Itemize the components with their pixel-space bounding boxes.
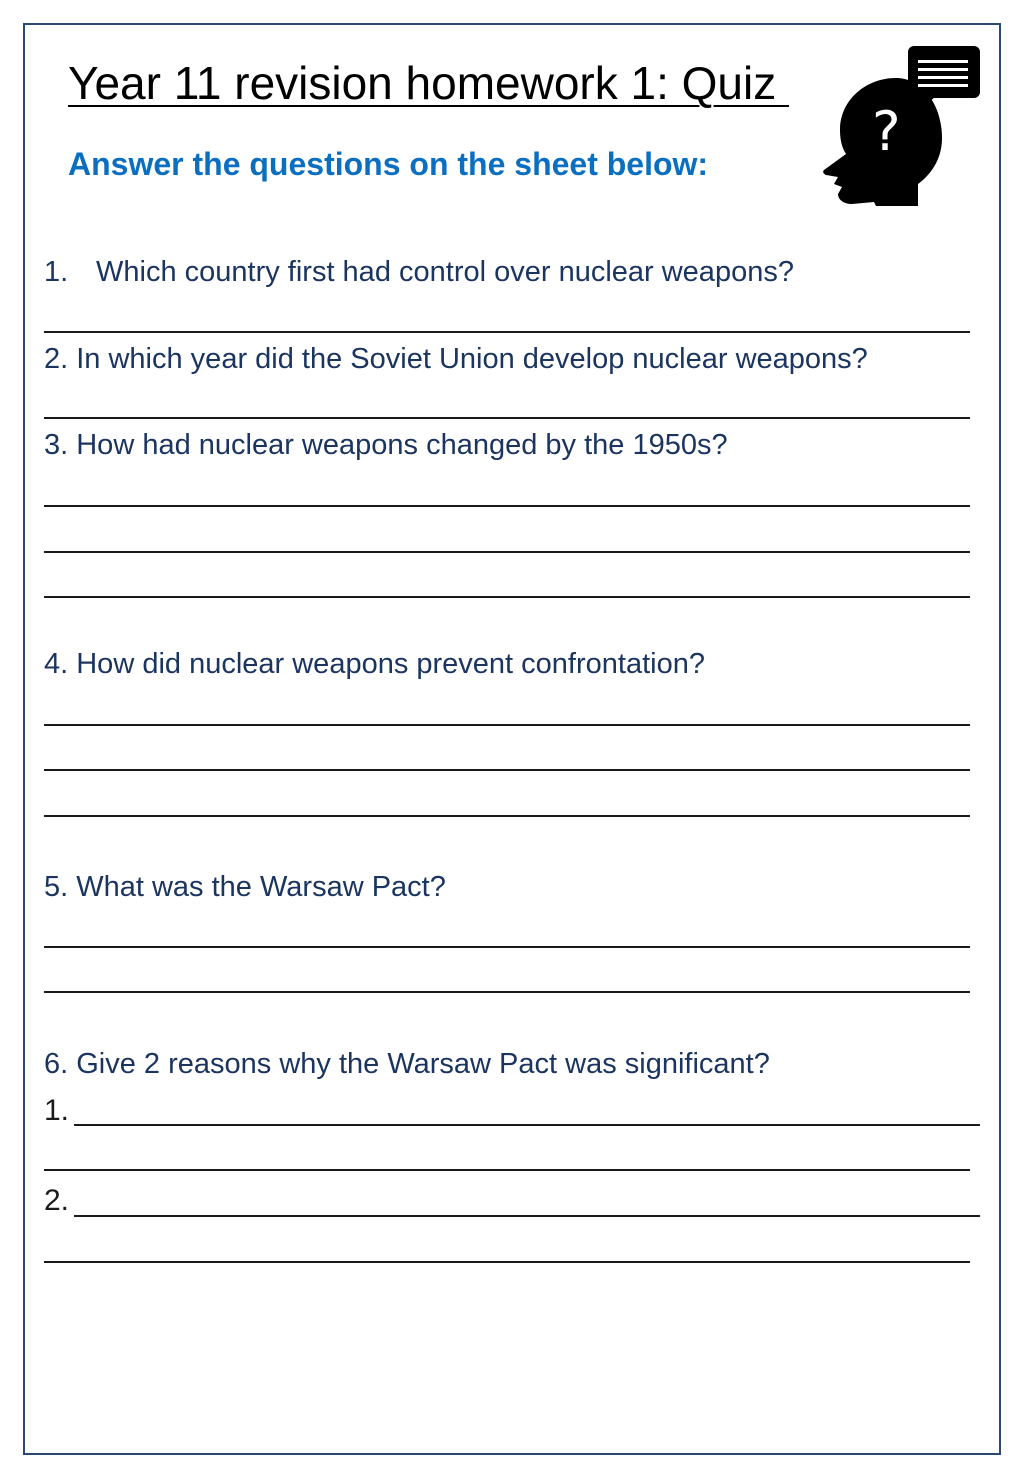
answer-line[interactable]: [44, 991, 970, 993]
answer-line[interactable]: [44, 596, 970, 598]
answer-line[interactable]: [44, 769, 970, 771]
question-6: 6. Give 2 reasons why the Warsaw Pact was significant?: [44, 1048, 770, 1080]
head-question-icon: [818, 44, 984, 208]
answer-line[interactable]: [74, 1124, 980, 1126]
answer-line[interactable]: [44, 551, 970, 553]
answer-line[interactable]: [44, 331, 970, 333]
question-2: 2. In which year did the Soviet Union develop nuclear weapons?: [44, 343, 868, 375]
answer-line[interactable]: [44, 1261, 970, 1263]
instructions: Answer the questions on the sheet below:: [68, 146, 709, 182]
worksheet-border: [23, 23, 1001, 1455]
question-4: 4. How did nuclear weapons prevent confrontation?: [44, 648, 705, 680]
question-1: [44, 256, 794, 289]
question-1-text: Which country first had control over nuclear weapons?: [96, 256, 794, 288]
answer-line[interactable]: [44, 1169, 970, 1171]
answer-label-1: 1.: [44, 1094, 70, 1127]
answer-line[interactable]: [44, 815, 970, 817]
question-3: 3. How had nuclear weapons changed by the 1950s?: [44, 429, 728, 461]
answer-line[interactable]: [74, 1215, 980, 1217]
question-5: 5. What was the Warsaw Pact?: [44, 871, 446, 903]
answer-line[interactable]: [44, 505, 970, 507]
answer-line[interactable]: [44, 724, 970, 726]
answer-line[interactable]: [44, 417, 970, 419]
question-1-number: 1.: [44, 256, 69, 288]
svg-text:?: ?: [872, 100, 901, 163]
answer-line[interactable]: [44, 946, 970, 948]
page-title: Year 11 revision homework 1: Quiz: [68, 57, 790, 109]
answer-label-2: 2.: [44, 1184, 70, 1217]
